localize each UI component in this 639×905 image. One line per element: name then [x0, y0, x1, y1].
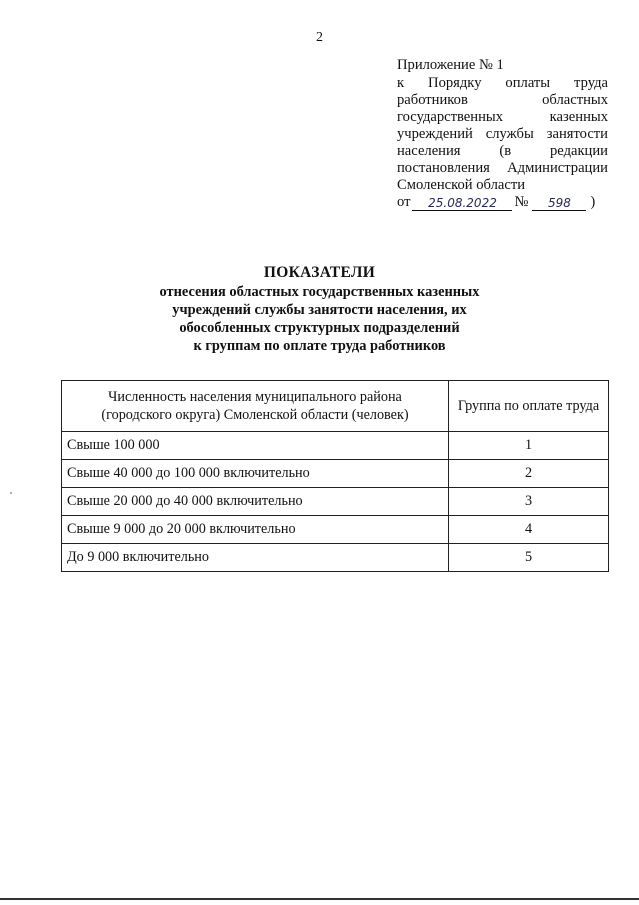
group-column-header: Группа по оплате труда [449, 381, 609, 432]
population-cell: Свыше 100 000 [62, 432, 449, 460]
appendix-line: к Порядку оплаты труда [397, 75, 608, 91]
table-row [62, 432, 609, 460]
heading-subtitle-line: отнесения областных государственных казенных [159, 284, 480, 300]
heading-subtitle-line: к группам по оплате труда работников [193, 338, 446, 354]
group-cell: 4 [449, 516, 609, 544]
appendix-title: Приложение № 1 [397, 57, 504, 73]
number-sign: № [514, 194, 529, 210]
population-header-line: (городского округа) Смоленской области (человек) [101, 407, 409, 423]
table-row [62, 488, 609, 516]
table-row [62, 544, 609, 572]
group-cell: 2 [449, 460, 609, 488]
group-cell: 5 [449, 544, 609, 572]
appendix-block [397, 57, 608, 211]
group-cell: 3 [449, 488, 609, 516]
page-bottom-rule [0, 898, 639, 900]
appendix-line: государственных казенных [397, 109, 608, 125]
document-heading [0, 263, 639, 355]
scan-speck [10, 492, 12, 494]
appendix-line: Смоленской области [397, 177, 526, 193]
appendix-line: учреждений службы занятости [397, 126, 608, 142]
population-cell: До 9 000 включительно [62, 544, 449, 572]
pay-groups-table [61, 380, 609, 572]
population-cell: Свыше 40 000 до 100 000 включительно [62, 460, 449, 488]
page-number: 2 [316, 30, 323, 45]
group-cell: 1 [449, 432, 609, 460]
appendix-line: постановления Администрации [397, 160, 608, 176]
population-cell: Свыше 20 000 до 40 000 включительно [62, 488, 449, 516]
table-row [62, 460, 609, 488]
appendix-line: работников областных [397, 92, 608, 108]
heading-subtitle-line: учреждений службы занятости населения, их [172, 302, 467, 318]
population-header-line: Численность населения муниципального района [108, 389, 402, 405]
heading-subtitle-line: обособленных структурных подразделений [179, 320, 460, 336]
table-header-row [62, 381, 609, 432]
handwritten-number: 598 [532, 196, 586, 211]
heading-title: ПОКАЗАТЕЛИ [263, 264, 376, 281]
from-prefix: от [397, 194, 411, 210]
table-row [62, 516, 609, 544]
population-column-header [62, 381, 449, 432]
close-paren: ) [590, 194, 596, 210]
handwritten-date: 25.08.2022 [412, 196, 512, 211]
appendix-date-number-line [397, 194, 608, 211]
population-cell: Свыше 9 000 до 20 000 включительно [62, 516, 449, 544]
appendix-line: населения (в редакции [397, 143, 608, 159]
